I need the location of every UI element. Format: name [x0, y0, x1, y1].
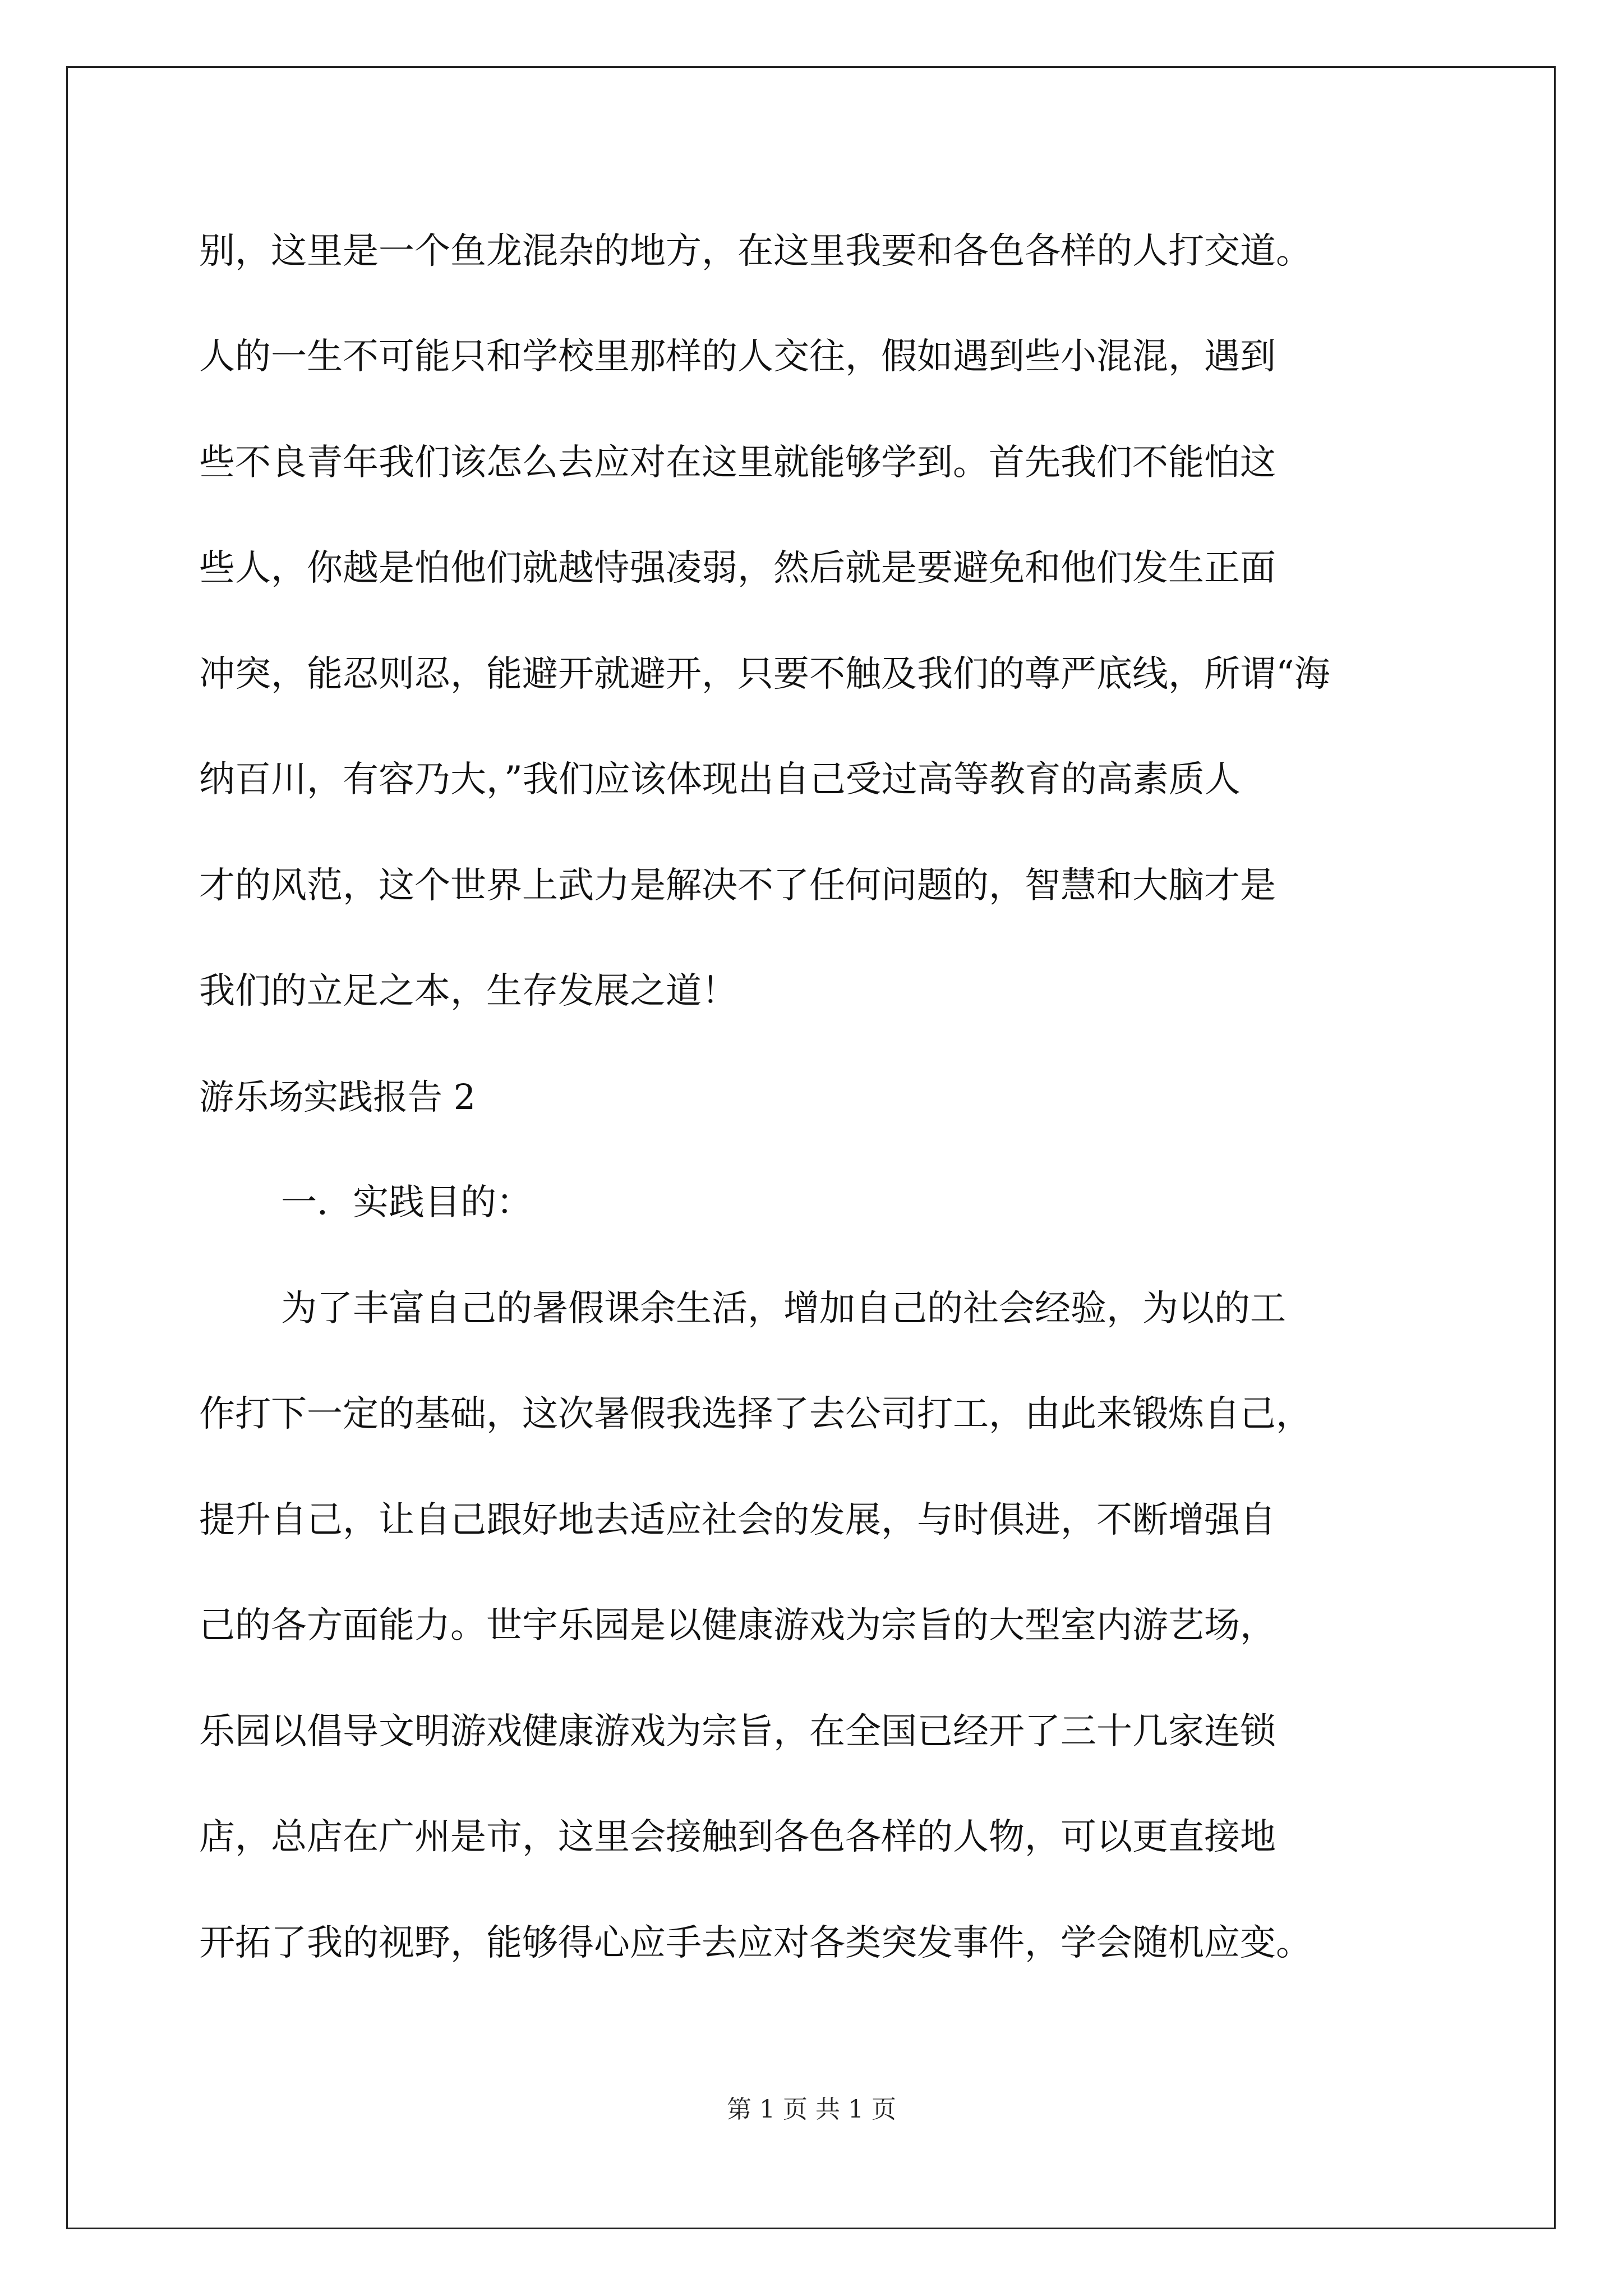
paragraph-line: 己的各方面能力。世宇乐园是以健康游戏为宗旨的大型室内游艺场，	[199, 1605, 1276, 1646]
paragraph-line: 我们的立足之本，生存发展之道！	[199, 970, 737, 1012]
paragraph-line: 开拓了我的视野，能够得心应手去应对各类突发事件，学会随机应变。	[199, 1922, 1312, 1964]
paragraph-line: 冲突，能忍则忍，能避开就避开，只要不触及我们的尊严底线，所谓“海	[199, 654, 1330, 695]
section-title: 游乐场实践报告 2	[199, 1076, 476, 1117]
paragraph-line: 别，这里是一个鱼龙混杂的地方，在这里我要和各色各样的人打交道。	[199, 231, 1312, 272]
paragraph-line: 人的一生不可能只和学校里那样的人交往，假如遇到些小混混，遇到	[199, 336, 1276, 378]
paragraph-line: 乐园以倡导文明游戏健康游戏为宗旨，在全国已经开了三十几家连锁	[199, 1711, 1276, 1752]
paragraph-line: 些人，你越是怕他们就越恃强凌弱，然后就是要避免和他们发生正面	[199, 547, 1276, 589]
paragraph-line: 才的风范，这个世界上武力是解决不了任何问题的，智慧和大脑才是	[199, 865, 1276, 907]
page-footer: 第 1 页 共 1 页	[727, 2095, 896, 2124]
paragraph-line: 为了丰富自己的暑假课余生活，增加自己的社会经验，为以的工	[281, 1288, 1286, 1329]
page-border	[66, 66, 1556, 2229]
paragraph-line: 提升自己，让自己跟好地去适应社会的发展，与时俱进，不断增强自	[199, 1499, 1276, 1541]
paragraph-line: 些不良青年我们该怎么去应对在这里就能够学到。首先我们不能怕这	[199, 442, 1276, 484]
subsection-title: 一．实践目的：	[281, 1182, 532, 1223]
paragraph-line: 纳百川，有容乃大，”我们应该体现出自己受过高等教育的高素质人	[199, 759, 1241, 800]
paragraph-line: 店，总店在广州是市，这里会接触到各色各样的人物，可以更直接地	[199, 1816, 1276, 1858]
paragraph-line: 作打下一定的基础，这次暑假我选择了去公司打工，由此来锻炼自己，	[199, 1393, 1312, 1435]
